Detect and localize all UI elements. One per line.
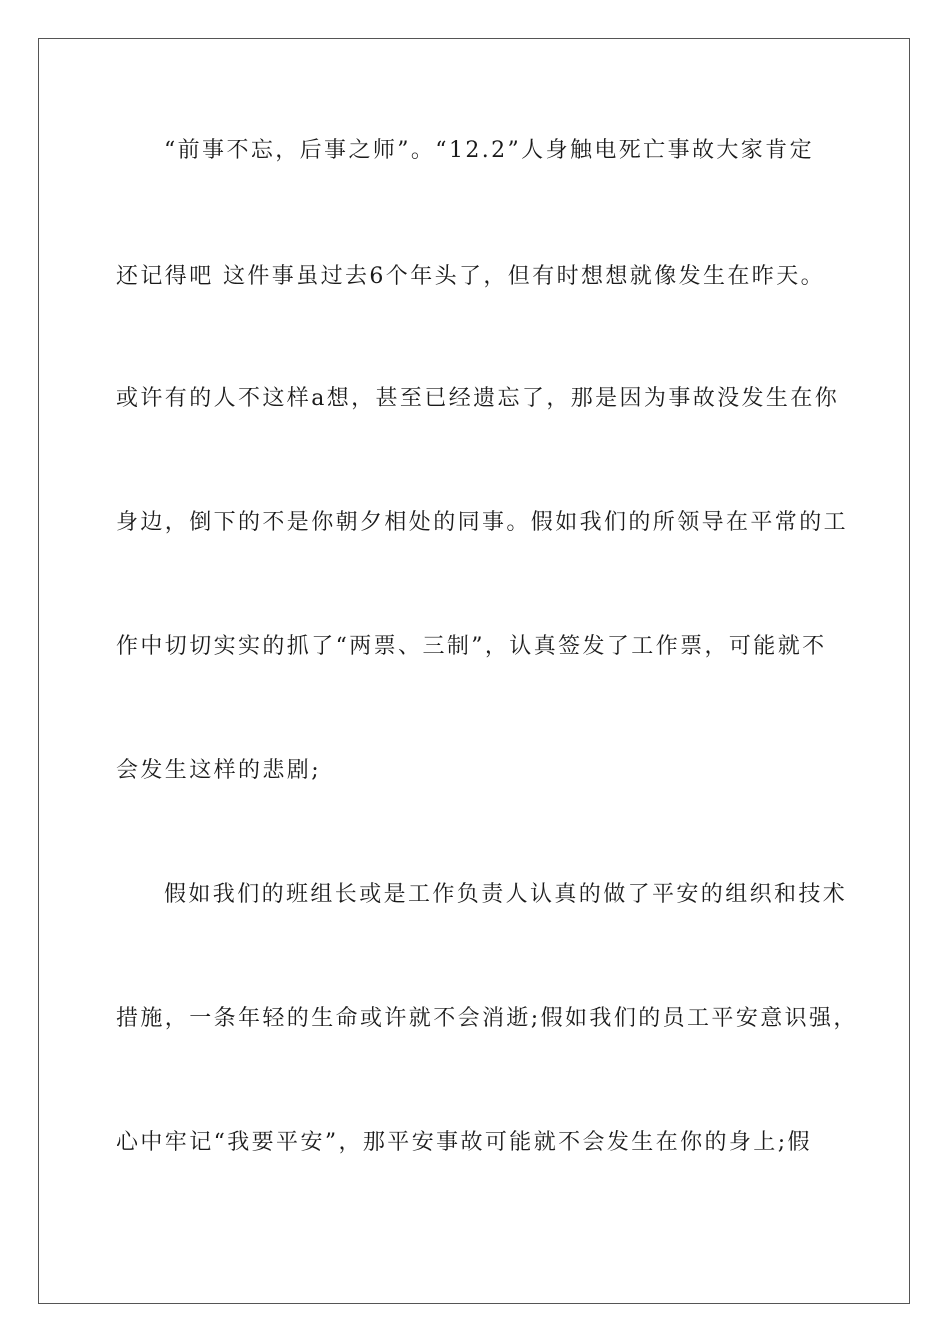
paragraph-2-line-2: 措施，一条年轻的生命或许就不会消逝;假如我们的员工平安意识强， [116, 1006, 858, 1031]
paragraph-2-line-3: 心中牢记“我要平安”，那平安事故可能就不会发生在你的身上;假 [116, 1130, 812, 1155]
page-border [38, 38, 910, 1304]
paragraph-1-line-4: 身边，倒下的不是你朝夕相处的同事。假如我们的所领导在平常的工 [116, 510, 849, 535]
paragraph-1-line-1: “前事不忘，后事之师”。“12.2”人身触电死亡事故大家肯定 [164, 138, 814, 163]
paragraph-1-line-3: 或许有的人不这样a想，甚至已经遗忘了，那是因为事故没发生在你 [116, 386, 840, 411]
paragraph-2-line-1: 假如我们的班组长或是工作负责人认真的做了平安的组织和技术 [164, 882, 848, 907]
paragraph-1-line-5: 作中切切实实的抓了“两票、三制”，认真签发了工作票，可能就不 [116, 634, 827, 659]
paragraph-1-line-6: 会发生这样的悲剧; [116, 758, 322, 783]
paragraph-1-line-2: 还记得吧 这件事虽过去6个年头了，但有时想想就像发生在昨天。 [116, 264, 825, 289]
